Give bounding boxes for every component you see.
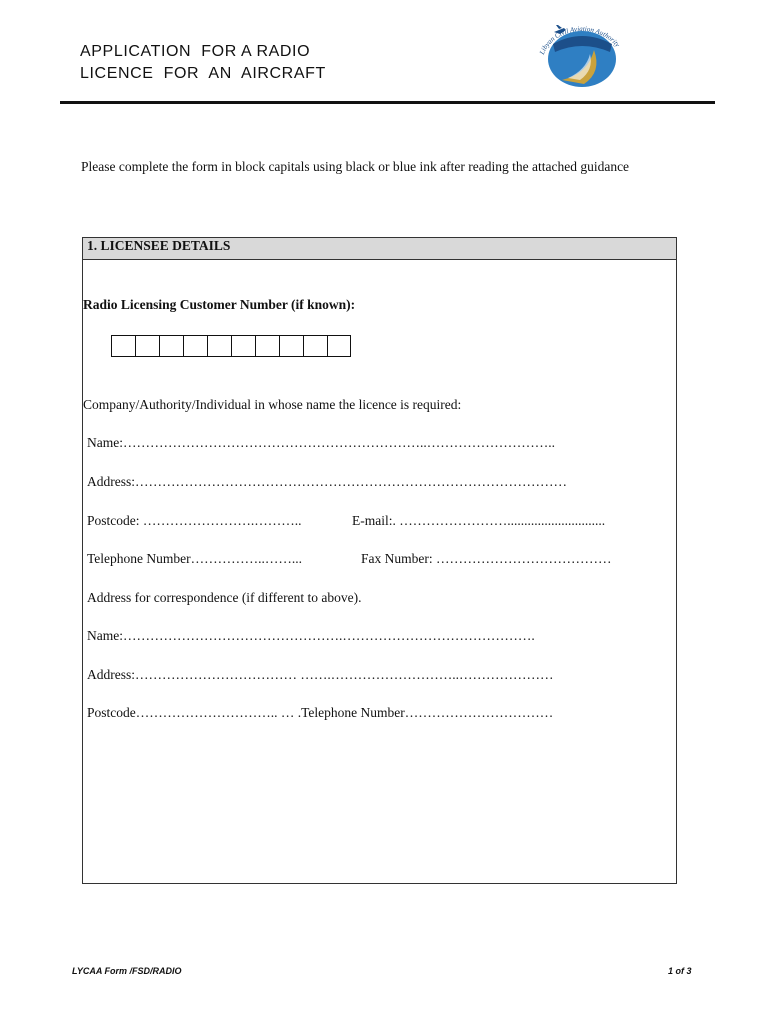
instructions bbox=[73, 157, 673, 176]
correspondence-name-field[interactable]: Name:………………………………………….……………………………………. bbox=[87, 628, 535, 643]
customer-number-digit-box[interactable] bbox=[159, 335, 183, 357]
correspondence-postcode-telephone-field[interactable]: Postcode………………………….. … .Telephone Number…………………………… bbox=[87, 705, 554, 720]
logo-text: Libyan Civil Aviation Authority bbox=[537, 24, 622, 56]
customer-number-digit-box[interactable] bbox=[327, 335, 351, 357]
address-field[interactable]: Address:…………………………………………………………………………………… bbox=[87, 474, 567, 489]
correspondence-label: Address for correspondence (if different to above). bbox=[87, 590, 362, 605]
instructions-text: Please complete the form in block capitals using black or blue ink after reading the attached guidance bbox=[81, 159, 630, 174]
title-line-1: APPLICATION FOR A RADIO bbox=[80, 43, 311, 60]
company-label: Company/Authority/Individual in whose name the licence is required: bbox=[83, 397, 462, 412]
title-line-2: LICENCE FOR AN AIRCRAFT bbox=[80, 65, 326, 82]
customer-number-digit-box[interactable] bbox=[207, 335, 231, 357]
licensee-details-section bbox=[82, 237, 677, 884]
customer-number-boxes[interactable] bbox=[111, 335, 351, 357]
customer-number-label: Radio Licensing Customer Number (if known): bbox=[83, 297, 356, 312]
customer-number-digit-box[interactable] bbox=[111, 335, 135, 357]
customer-number-digit-box[interactable] bbox=[279, 335, 303, 357]
customer-number-digit-box[interactable] bbox=[255, 335, 279, 357]
page-number: 1 of 3 bbox=[668, 966, 692, 976]
form-id: LYCAA Form /FSD/RADIO bbox=[72, 966, 182, 976]
email-field[interactable]: E-mail:. ……………………............................. bbox=[352, 513, 606, 528]
fax-field[interactable]: Fax Number: ………………………………… bbox=[361, 551, 612, 566]
correspondence-address-field[interactable]: Address:……………………………… …….………………………..………………… bbox=[87, 667, 554, 682]
customer-number-digit-box[interactable] bbox=[183, 335, 207, 357]
customer-number-digit-box[interactable] bbox=[135, 335, 159, 357]
customer-number-digit-box[interactable] bbox=[231, 335, 255, 357]
customer-number-digit-box[interactable] bbox=[303, 335, 327, 357]
section-header: 1. LICENSEE DETAILS bbox=[83, 238, 676, 260]
header-rule bbox=[60, 101, 715, 104]
postcode-field[interactable]: Postcode: …………………….……….. bbox=[87, 513, 302, 528]
telephone-field[interactable]: Telephone Number……………..……... bbox=[87, 551, 303, 566]
name-field[interactable]: Name:…………………………………………………………..……………………….. bbox=[87, 435, 555, 450]
lycaa-logo-icon bbox=[526, 18, 638, 92]
page-title bbox=[80, 41, 326, 85]
